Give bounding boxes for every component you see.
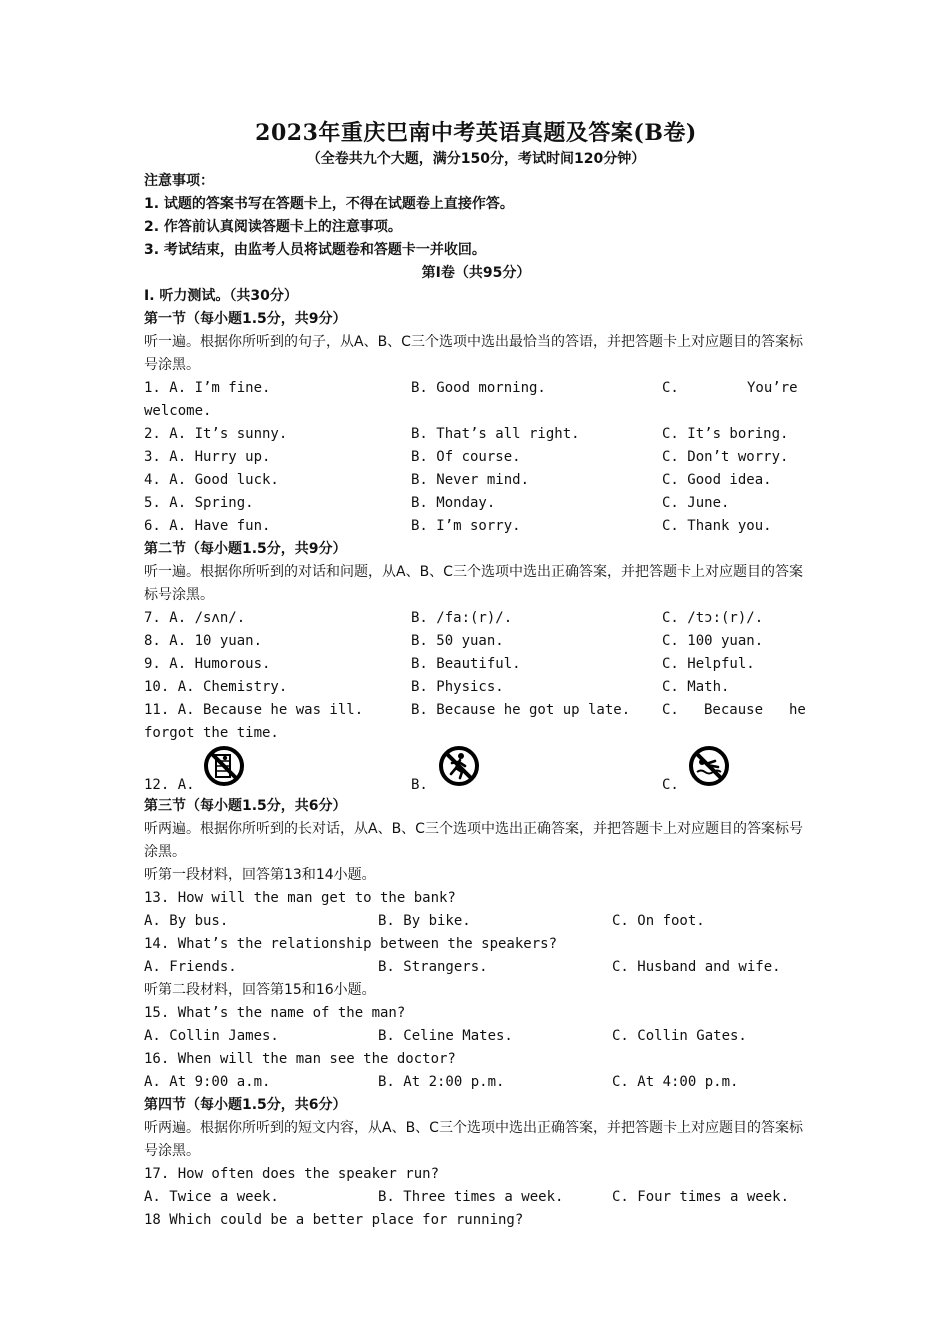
option-b: B. 50 yuan. <box>411 633 504 649</box>
question-stem <box>144 933 808 956</box>
notice-item: 3. 考试结束，由监考人员将试题卷和答题卡一并收回。 <box>144 242 486 258</box>
option-a: 7. A. /sʌn/. <box>144 610 246 626</box>
question-row <box>144 699 808 722</box>
question-row <box>144 492 808 515</box>
option-c: C. <box>662 777 679 793</box>
question-row <box>144 910 808 933</box>
option-c-word: he <box>789 702 806 718</box>
question-stem <box>144 1209 808 1232</box>
question-text: 17. How often does the speaker run? <box>144 1166 440 1182</box>
question-row <box>144 515 808 538</box>
page-title: 2023年重庆巴南中考英语真题及答案(B卷) <box>255 120 697 146</box>
option-b: B. Celine Mates. <box>378 1028 513 1044</box>
question-row <box>144 469 808 492</box>
question-row-wrap <box>144 400 808 423</box>
question-row <box>144 653 808 676</box>
question-row-signs <box>144 745 808 795</box>
exam-page <box>144 112 808 1232</box>
option-a: 11. A. Because he was ill. <box>144 702 364 718</box>
option-b: B. Never mind. <box>411 472 530 488</box>
question-text: 14. What’s the relationship between the speakers? <box>144 936 558 952</box>
option-c: C. Math. <box>662 679 730 695</box>
option-a: 3. A. Hurry up. <box>144 449 271 465</box>
question-row <box>144 423 808 446</box>
notice-heading: 注意事项： <box>144 173 214 189</box>
option-a: 8. A. 10 yuan. <box>144 633 263 649</box>
part-heading: Ⅰ. 听力测试。（共30分） <box>144 288 298 304</box>
option-a: A. By bus. <box>144 913 229 929</box>
section-instruction: 听一遍。根据你所听到的对话和问题，从A、B、C三个选项中选出正确答案，并把答题卡上对应题目的答案标号涂黑。 <box>144 564 803 603</box>
question-row <box>144 676 808 699</box>
option-c: C. Good idea. <box>662 472 772 488</box>
option-a: A. Friends. <box>144 959 237 975</box>
question-text: 16. When will the man see the doctor? <box>144 1051 456 1067</box>
question-row <box>144 446 808 469</box>
question-row <box>144 607 808 630</box>
question-row <box>144 377 808 400</box>
option-a: 6. A. Have fun. <box>144 518 271 534</box>
option-a: A. Twice a week. <box>144 1189 279 1205</box>
option-c: C. Husband and wife. <box>612 959 781 975</box>
question-text: 15. What’s the name of the man? <box>144 1005 406 1021</box>
question-stem <box>144 1002 808 1025</box>
option-c-text: You’re <box>747 380 798 396</box>
option-b: B. Physics. <box>411 679 504 695</box>
option-c: C. On foot. <box>612 913 705 929</box>
page-subtitle: （全卷共九个大题，满分150分，考试时间120分钟） <box>306 151 646 167</box>
section-instruction: 听两遍。根据你所听到的短文内容，从A、B、C三个选项中选出正确答案，并把答题卡上对应题目的答案标号涂黑。 <box>144 1120 803 1159</box>
notice-item: 2. 作答前认真阅读答题卡上的注意事项。 <box>144 219 402 235</box>
option-c-wrap: forgot the time. <box>144 725 279 741</box>
option-c: C. Four times a week. <box>612 1189 790 1205</box>
question-stem <box>144 887 808 910</box>
option-c-wrap: welcome. <box>144 403 212 419</box>
option-c: C. It’s boring. <box>662 426 789 442</box>
option-b: B. I’m sorry. <box>411 518 521 534</box>
section-heading: 第三节（每小题1.5分，共6分） <box>144 798 347 814</box>
option-a: 4. A. Good luck. <box>144 472 279 488</box>
option-c: C. Helpful. <box>662 656 755 672</box>
option-b: B. Of course. <box>411 449 521 465</box>
option-a: 5. A. Spring. <box>144 495 254 511</box>
section-heading: 第一节（每小题1.5分，共9分） <box>144 311 347 327</box>
question-stem <box>144 1048 808 1071</box>
question-row <box>144 1186 808 1209</box>
section-heading: 第二节（每小题1.5分，共9分） <box>144 541 347 557</box>
material-note: 听第一段材料，回答第13和14小题。 <box>144 867 376 883</box>
option-c-label: C. <box>662 702 679 718</box>
option-b: B. /fa:(r)/. <box>411 610 513 626</box>
option-c: C. Don’t worry. <box>662 449 789 465</box>
option-a: A. At 9:00 a.m. <box>144 1074 271 1090</box>
option-c: C. 100 yuan. <box>662 633 764 649</box>
option-a: 1. A. I’m fine. <box>144 380 271 396</box>
option-c-word: Because <box>704 702 764 718</box>
no-climbing-sign-icon <box>203 745 245 787</box>
option-b: B. Good morning. <box>411 380 546 396</box>
option-c-label: C. <box>662 380 679 396</box>
option-a: 12. A. <box>144 777 195 793</box>
material-note: 听第二段材料，回答第15和16小题。 <box>144 982 376 998</box>
question-row <box>144 630 808 653</box>
option-b: B. Because he got up late. <box>411 702 631 718</box>
option-b: B. <box>411 777 428 793</box>
section-instruction: 听两遍。根据你所听到的长对话，从A、B、C三个选项中选出正确答案，并把答题卡上对应题目的答案标号涂黑。 <box>144 821 803 860</box>
option-b: B. Monday. <box>411 495 496 511</box>
option-b: B. Beautiful. <box>411 656 521 672</box>
option-c: C. Collin Gates. <box>612 1028 747 1044</box>
notice-item: 1. 试题的答案书写在答题卡上，不得在试题卷上直接作答。 <box>144 196 514 212</box>
option-a: 10. A. Chemistry. <box>144 679 288 695</box>
question-stem <box>144 1163 808 1186</box>
section-instruction: 听一遍。根据你所听到的句子，从A、B、C三个选项中选出最恰当的答语，并把答题卡上对应题目的答案标号涂黑。 <box>144 334 803 373</box>
question-row <box>144 1071 808 1094</box>
question-text: 18 Which could be a better place for running? <box>144 1212 524 1228</box>
no-running-sign-icon <box>438 745 480 787</box>
question-row <box>144 956 808 979</box>
option-c: C. Thank you. <box>662 518 772 534</box>
option-b: B. Strangers. <box>378 959 488 975</box>
question-row-wrap <box>144 722 808 745</box>
no-swimming-sign-icon <box>688 745 730 787</box>
option-c: C. June. <box>662 495 730 511</box>
option-b: B. By bike. <box>378 913 471 929</box>
option-a: A. Collin James. <box>144 1028 279 1044</box>
option-a: 2. A. It’s sunny. <box>144 426 288 442</box>
question-text: 13. How will the man get to the bank? <box>144 890 456 906</box>
volume-heading: 第Ⅰ卷（共95分） <box>421 265 531 281</box>
option-c: C. At 4:00 p.m. <box>612 1074 739 1090</box>
option-b: B. At 2:00 p.m. <box>378 1074 505 1090</box>
option-c: C. /tɔ:(r)/. <box>662 610 764 626</box>
option-b: B. That’s all right. <box>411 426 580 442</box>
section-heading: 第四节（每小题1.5分，共6分） <box>144 1097 347 1113</box>
option-b: B. Three times a week. <box>378 1189 564 1205</box>
question-row <box>144 1025 808 1048</box>
option-a: 9. A. Humorous. <box>144 656 271 672</box>
